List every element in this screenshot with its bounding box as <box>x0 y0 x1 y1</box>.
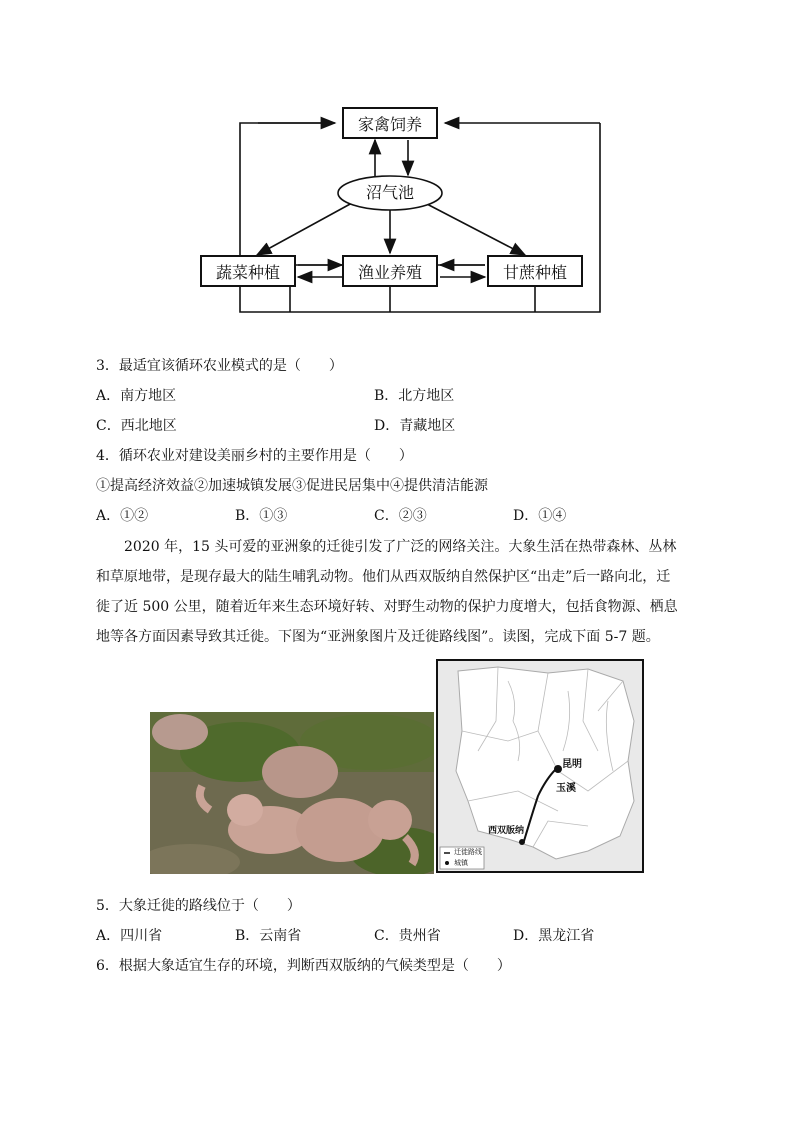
q3-option-c: C．西北地区 <box>96 418 177 434</box>
town-marker-xishuangbanna <box>519 839 525 845</box>
q4-option-a: A．①② <box>96 508 149 524</box>
box-biogas: 沼气池 <box>365 183 414 202</box>
q4-option-b: B．①③ <box>235 508 288 524</box>
q5-option-b: B．云南省 <box>235 928 302 944</box>
box-vegetable: 蔬菜种植 <box>200 255 296 287</box>
q3-option-a: A．南方地区 <box>96 388 177 404</box>
map-label-yuxi: 玉溪 <box>556 783 576 794</box>
cycle-diagram <box>215 95 610 315</box>
q3-option-b: B．北方地区 <box>374 388 455 404</box>
map-label-kunming: 昆明 <box>562 759 582 770</box>
box-poultry: 家禽饲养 <box>342 107 438 139</box>
elephant-photo <box>150 712 434 874</box>
q4-stem: 4．循环农业对建设美丽乡村的主要作用是（ ） <box>96 448 413 464</box>
migration-map <box>436 659 644 873</box>
q5-option-a: A．四川省 <box>96 928 163 944</box>
q6-stem: 6．根据大象适宜生存的环境，判断西双版纳的气候类型是（ ） <box>96 958 511 974</box>
q3-stem: 3．最适宜该循环农业模式的是（ ） <box>96 358 343 374</box>
reading-passage: 2020 年，15 头可爱的亚洲象的迁徙引发了广泛的网络关注。大象生活在热带森林、丛林和草原地带，是现存最大的陆生哺乳动物。他们从西双版纳自然保护区“出走”后一路向北，迁徙了近 500 公里，随着近年来生态环境好转、对野生动物的保护力度增大，包括食物源、栖息地等各方面因素导致其迁徙。下图为“亚洲象图片及迁徙路线图”。读图，完成下面 5-7 题。 <box>96 539 678 645</box>
map-legend-town: 城镇 <box>454 859 468 867</box>
q4-option-d: D．①④ <box>513 508 567 524</box>
q4-items: ①提高经济效益②加速城镇发展③促进民居集中④提供清洁能源 <box>96 478 488 494</box>
q5-option-d: D．黑龙江省 <box>513 928 595 944</box>
q3-option-d: D．青藏地区 <box>374 418 456 434</box>
map-drawing <box>438 661 642 871</box>
q5-option-c: C．贵州省 <box>374 928 441 944</box>
box-sugarcane: 甘蔗种植 <box>487 255 583 287</box>
town-marker-kunming <box>554 765 562 773</box>
box-fishery: 渔业养殖 <box>342 255 438 287</box>
q4-option-c: C．②③ <box>374 508 427 524</box>
q5-stem: 5．大象迁徙的路线位于（ ） <box>96 898 301 914</box>
map-label-xishuangbanna: 西双版纳 <box>488 826 525 836</box>
map-legend-route: 迁徙路线 <box>454 848 482 856</box>
